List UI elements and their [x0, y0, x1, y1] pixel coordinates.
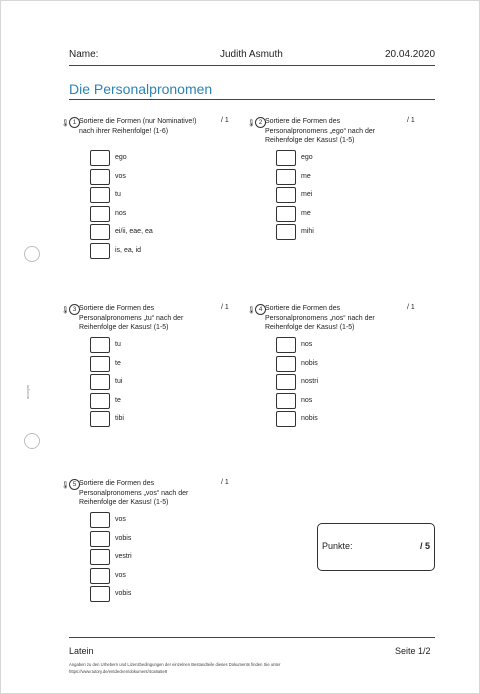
option-row: [90, 243, 240, 259]
punch-hole-top: [24, 246, 40, 262]
name-label: Name:: [69, 49, 99, 60]
option-label: mihi: [301, 228, 314, 235]
order-input-box[interactable]: [90, 393, 110, 409]
order-input-box[interactable]: [276, 150, 296, 166]
option-label: te: [115, 360, 121, 367]
task-question: Sortiere die Formen des Personalpronomens „ego“ nach der Reihenfolge der Kasus! (1-5): [265, 118, 376, 144]
option-label: tibi: [115, 415, 124, 422]
thermometer-icon: 🌡: [247, 307, 256, 314]
option-row: [90, 549, 240, 565]
option-row: [90, 586, 240, 602]
title-rule: [69, 99, 435, 100]
option-row: [90, 169, 240, 185]
option-label: vos: [115, 173, 126, 180]
side-label: anonym: [25, 384, 30, 399]
option-label: me: [301, 210, 311, 217]
option-row: [90, 224, 240, 240]
option-row: [90, 374, 240, 390]
option-row: [276, 169, 426, 185]
thermometer-icon: 🌡: [61, 482, 70, 489]
option-row: [90, 531, 240, 547]
header-rule: [69, 65, 435, 66]
option-row: [276, 224, 426, 240]
task-points: / 1: [407, 117, 415, 124]
option-label: ego: [115, 154, 127, 161]
task-question: Sortiere die Formen des Personalpronomens „tu“ nach der Reihenfolge der Kasus! (1-5): [79, 305, 184, 331]
order-input-box[interactable]: [276, 411, 296, 427]
option-label: nostri: [301, 378, 319, 385]
subject-label: Latein: [69, 646, 94, 656]
option-label: nobis: [301, 360, 318, 367]
date: 20.04.2020: [385, 49, 436, 60]
option-row: [276, 356, 426, 372]
task-points: / 1: [221, 304, 229, 311]
option-label: nobis: [301, 415, 318, 422]
task-number: 3: [69, 304, 80, 315]
order-input-box[interactable]: [90, 337, 110, 353]
legal-link[interactable]: https://www.tutory.de/entdecken/dokument/4ca8a5e8: [69, 669, 168, 674]
option-label: tui: [115, 378, 123, 385]
order-input-box[interactable]: [276, 224, 296, 240]
page-title: Die Personalpronomen: [69, 81, 213, 97]
option-row: [90, 411, 240, 427]
score-label: Punkte:: [322, 541, 353, 551]
order-input-box[interactable]: [90, 206, 110, 222]
option-row: [90, 187, 240, 203]
order-input-box[interactable]: [90, 568, 110, 584]
option-row: [276, 411, 426, 427]
order-input-box[interactable]: [276, 337, 296, 353]
order-input-box[interactable]: [90, 411, 110, 427]
option-label: vestri: [115, 553, 132, 560]
option-label: vobis: [115, 590, 132, 597]
option-label: nos: [115, 210, 127, 217]
order-input-box[interactable]: [276, 169, 296, 185]
legal-notice: Angaben zu den Urhebern und Lizenzbedingungen der einzelnen Bestandteile dieses Dokuments finden Sie unter: [69, 662, 281, 667]
option-row: [276, 393, 426, 409]
task-question: Sortiere die Formen des Personalpronomens „vos“ nach der Reihenfolge der Kasus! (1-5): [79, 480, 189, 506]
order-input-box[interactable]: [90, 549, 110, 565]
task-number: 1: [69, 117, 80, 128]
task-points: / 1: [221, 479, 229, 486]
order-input-box[interactable]: [276, 393, 296, 409]
option-label: vos: [115, 572, 126, 579]
option-row: [276, 150, 426, 166]
option-row: [276, 374, 426, 390]
student-name: Judith Asmuth: [220, 49, 283, 60]
order-input-box[interactable]: [90, 169, 110, 185]
task-number: 4: [255, 304, 266, 315]
option-row: [276, 337, 426, 353]
score-value: / 5: [419, 541, 430, 551]
order-input-box[interactable]: [276, 206, 296, 222]
option-label: vobis: [115, 535, 132, 542]
option-label: te: [115, 397, 121, 404]
option-label: ei/ii, eae, ea: [115, 228, 153, 235]
task-question: Sortiere die Formen des Personalpronomens „nos“ nach der Reihenfolge der Kasus! (1-5): [265, 305, 375, 331]
option-label: nos: [301, 341, 313, 348]
punch-hole-bottom: [24, 433, 40, 449]
option-row: [276, 187, 426, 203]
option-row: [90, 206, 240, 222]
thermometer-icon: 🌡: [61, 307, 70, 314]
order-input-box[interactable]: [90, 586, 110, 602]
option-row: [276, 206, 426, 222]
order-input-box[interactable]: [90, 150, 110, 166]
page-number: Seite 1/2: [395, 646, 431, 656]
order-input-box[interactable]: [276, 187, 296, 203]
option-row: [90, 356, 240, 372]
task-number: 5: [69, 479, 80, 490]
option-row: [90, 393, 240, 409]
order-input-box[interactable]: [90, 243, 110, 259]
thermometer-icon: 🌡: [61, 120, 70, 127]
order-input-box[interactable]: [90, 224, 110, 240]
option-row: [90, 512, 240, 528]
option-label: mei: [301, 191, 313, 198]
option-label: is, ea, id: [115, 247, 142, 254]
option-label: me: [301, 173, 311, 180]
order-input-box[interactable]: [90, 512, 110, 528]
task-points: / 1: [221, 117, 229, 124]
task-number: 2: [255, 117, 266, 128]
option-label: tu: [115, 341, 121, 348]
option-row: [90, 150, 240, 166]
option-label: tu: [115, 191, 121, 198]
option-row: [90, 568, 240, 584]
task-points: / 1: [407, 304, 415, 311]
option-label: nos: [301, 397, 313, 404]
order-input-box[interactable]: [90, 374, 110, 390]
order-input-box[interactable]: [90, 531, 110, 547]
option-label: ego: [301, 154, 313, 161]
task-question: Sortiere die Formen (nur Nominative!) nach ihrer Reihenfolge! (1-6): [79, 118, 197, 135]
order-input-box[interactable]: [90, 356, 110, 372]
score-box: [317, 523, 435, 571]
order-input-box[interactable]: [90, 187, 110, 203]
order-input-box[interactable]: [276, 374, 296, 390]
option-row: [90, 337, 240, 353]
footer-rule: [69, 637, 435, 638]
thermometer-icon: 🌡: [247, 120, 256, 127]
order-input-box[interactable]: [276, 356, 296, 372]
option-label: vos: [115, 516, 126, 523]
